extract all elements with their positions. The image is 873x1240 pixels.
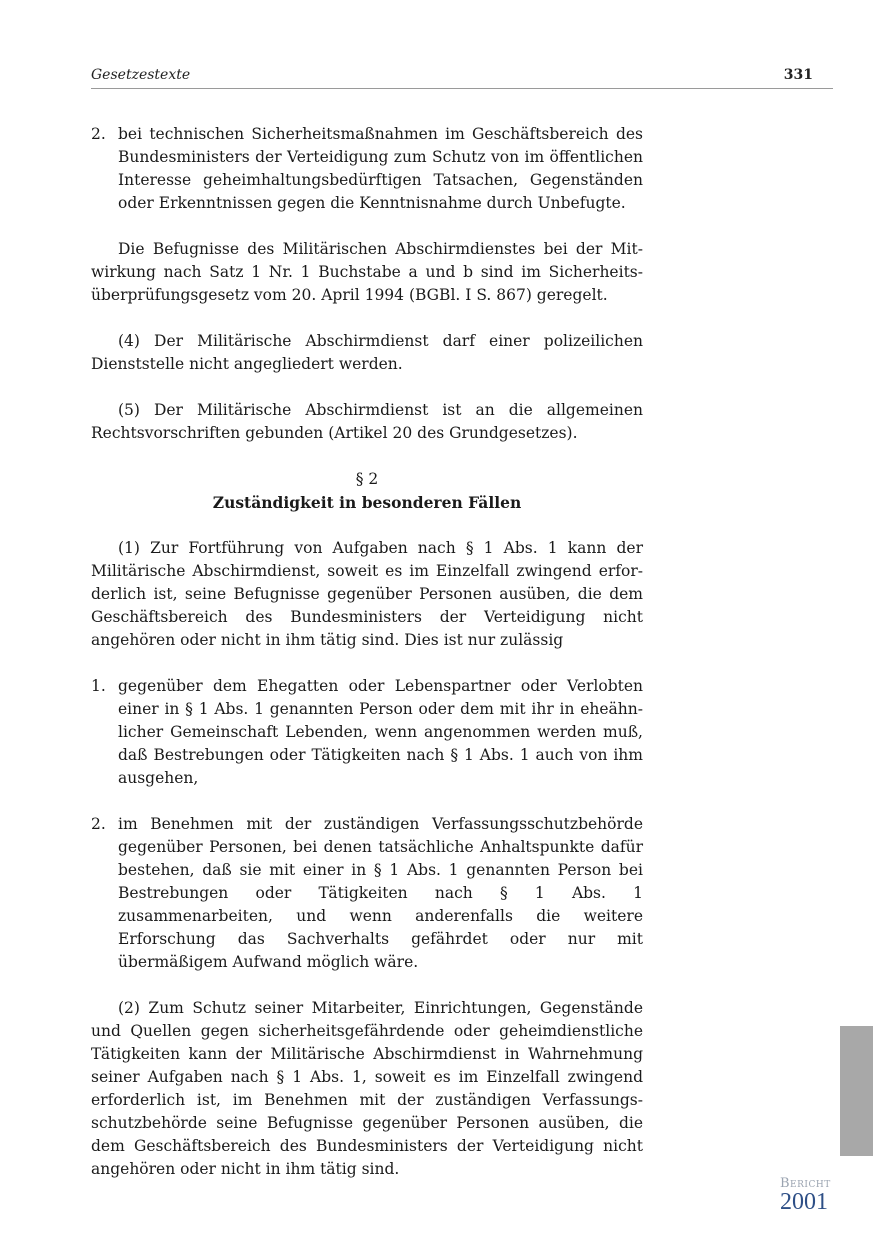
paragraph: (2) Zum Schutz seiner Mitarbeiter, Einrichtungen, Gegenstände und Quellen gegen sicherheitsgefährdende oder geheimdienstliche Tätigkeiten kann der Militärische Abschirmdienst in Wahrnehmung seiner Aufgaben nach § 1 Abs. 1, soweit es im Einzelfall zwingend erforderlich ist, im Benehmen mit der zuständigen Verfassungsschutzbehörde seine Befugnisse gegenüber Personen ausüben, die dem Geschäftsbereich des Bundesministers der Verteidigung nicht angehören oder nicht in ihm tätig sind. — [91, 999, 643, 1178]
page-body — [91, 123, 643, 1204]
paragraph: (5) Der Militärische Abschirmdienst ist an die allgemeinen Rechtsvorschriften gebunden (Artikel 20 des Grundgesetzes). — [91, 401, 643, 442]
header-title: Gesetzestexte — [91, 67, 191, 83]
list-item-number: 1. — [91, 677, 106, 695]
logo-year: 2001 — [780, 1189, 828, 1215]
paragraph: Die Befugnisse des Militärischen Abschirmdienstes bei der Mitwirkung nach Satz 1 Nr. 1 Buchstabe a und b sind im Sicherheitsüberprüfungsgesetz vom 20. April 1994 (BGBl. I S. 867) geregelt. — [91, 240, 643, 304]
list-item — [91, 813, 643, 974]
logo-word: Bericht — [780, 1176, 831, 1191]
report-logo — [780, 1177, 850, 1213]
list-item-text: gegenüber dem Ehegatten oder Lebenspartner oder Verlobten einer in § 1 Abs. 1 genannten Person oder dem mit ihr in eheähnlicher Gemeinschaft Lebenden, wenn angenommen werden muß, daß Bestrebungen oder Tätigkeiten nach § 1 Abs. 1 auch von ihm ausgehen, — [118, 677, 643, 787]
section-heading — [91, 468, 643, 514]
list-item — [91, 123, 643, 215]
list-item-text: im Benehmen mit der zuständigen Verfassungsschutzbehörde gegenüber Personen, bei denen tatsächliche Anhaltspunkte dafür bestehen, daß sie mit einer in § 1 Abs. 1 genannten Person bei Bestrebungen oder Tätigkeiten nach § 1 Abs. 1 zusammenarbeiten, und wenn anderenfalls die weitere Erforschung das Sachverhalts gefährdet oder nur mit übermäßigem Aufwand möglich wäre. — [118, 815, 643, 971]
list-item-number: 2. — [91, 815, 106, 833]
running-header — [91, 66, 833, 89]
paragraph: (1) Zur Fortführung von Aufgaben nach § 1 Abs. 1 kann der Militärische Abschirmdienst, soweit es im Einzelfall zwingend erforderlich ist, seine Befugnisse gegenüber Personen ausüben, die dem Geschäftsbereich des Bundesministers der Verteidigung nicht angehören oder nicht in ihm tätig sind. Dies ist nur zulässig — [91, 539, 643, 649]
section-number: § 2 — [355, 470, 379, 488]
paragraph: (4) Der Militärische Abschirmdienst darf einer polizeilichen Dienststelle nicht angegliedert werden. — [91, 332, 643, 373]
side-thumb-tab — [840, 1026, 873, 1156]
list-item — [91, 675, 643, 790]
list-item-text: bei technischen Sicherheitsmaßnahmen im Geschäftsbereich des Bundesministers der Verteidigung zum Schutz von im öffentlichen Interesse geheimhaltungsbedürftigen Tatsachen, Gegenständen oder Erkenntnissen gegen die Kenntnisnahme durch Unbefugte. — [118, 125, 643, 212]
list-item-number: 2. — [91, 125, 106, 143]
section-title: Zuständigkeit in besonderen Fällen — [212, 493, 522, 512]
page-number: 331 — [783, 67, 813, 83]
